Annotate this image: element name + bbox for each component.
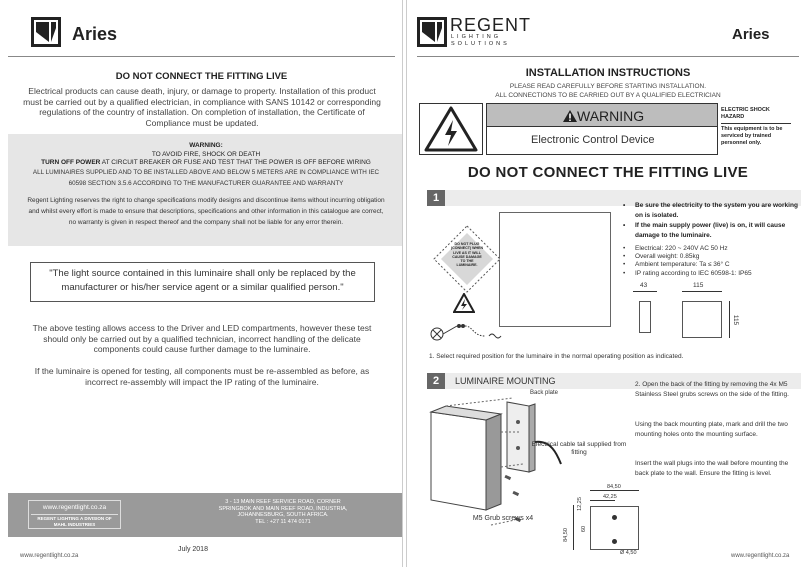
- step1-note: 1. Select required position for the luminaire in the normal operating position as indicated.: [429, 353, 684, 360]
- left-page: [0, 0, 403, 567]
- regent-logo: [417, 17, 447, 47]
- footer-url-box: [28, 500, 121, 529]
- front-small-view: [682, 301, 722, 338]
- specs: [623, 245, 801, 278]
- dim-115: 115: [693, 282, 704, 289]
- product-title: Aries: [732, 26, 770, 43]
- spec-2: • Overall weight: 0.85kg: [623, 253, 700, 261]
- opened-text: If the luminaire is opened for testing, all components must be re-assembled as before, as incorrect re-assembly will impact the IP rating of the luminaire.: [34, 366, 370, 387]
- testing-text: The above testing allows access to the Driver and LED compartments, however these test should only be carried out by a qualified technician, incorrect handling of the delicate components could cause further damage to the luminaire.: [32, 323, 372, 354]
- dim-4-50: Ø 4,50: [620, 550, 637, 556]
- install-sub1: PLEASE READ CAREFULLY BEFORE STARTING INSTALLATION.: [509, 83, 707, 90]
- intro-text: Electrical products can cause death, injury, or damage to property. Installation of this product must be carried out by a qualified electrician, in compliance with SANS 10142 or corresponding regulations of the country of installation. On completion of installation, the Certificate of Compliance must be updated.: [23, 86, 381, 128]
- install-heading: INSTALLATION INSTRUCTIONS: [525, 67, 691, 79]
- address-line-2: SPRINGBOK AND MAIN REEF ROAD, INDUSTRIA,: [218, 505, 348, 512]
- warning-header: [486, 103, 718, 127]
- spec-1: • Electrical: 220 ~ 240V AC 50 Hz: [623, 245, 728, 252]
- page-heading: DO NOT CONNECT THE FITTING LIVE: [115, 71, 288, 82]
- diamond-text: DO NOT PLUG (CONNECT) WHEN LIVE AS IT WILL CAUSE DAMAGE TO THE LUMINAIRE.: [450, 242, 484, 268]
- header-rule: [8, 56, 395, 57]
- dim-43: 43: [640, 282, 648, 289]
- warning-body: [486, 127, 718, 155]
- warning-header-text: [563, 108, 644, 124]
- warning-title: WARNING:: [189, 142, 223, 149]
- disclaimer-text: Regent Lighting reserves the right to change specifications modify designs and discontinue items without incurring obligation and whilst every effort is made to ensure that descriptions, specifications and other information in this catalogue are correct, no warranty is given in respect thereof and the company shall not be liable for any error therein.: [27, 197, 385, 226]
- back-plate-label: Back plate: [530, 390, 559, 396]
- install-sub2: ALL CONNECTIONS TO BE CARRIED OUT BY A QUALIFIED ELECTRICIAN: [495, 92, 721, 99]
- footer-url[interactable]: www.regentlight.co.za: [42, 504, 107, 511]
- bottom-url[interactable]: www.regentlight.co.za: [20, 553, 79, 559]
- quote-box: [30, 262, 375, 302]
- warning-triangle-box: [419, 103, 483, 155]
- shock-text: This equipment is to be serviced by trained personnel only.: [721, 126, 783, 146]
- quote-text: "The light source contained in this luminaire shall only be replaced by the manufacturer or his/her service agent or a similar qualified person.": [49, 268, 356, 293]
- connector-diagram: [429, 318, 509, 346]
- address-line-3: JOHANNESBURG, SOUTH AFRICA.: [237, 512, 329, 518]
- logo-icon: [420, 20, 444, 44]
- instruction-3: Insert the wall plugs into the wall before mounting the back plate to the wall. Ensure the fitting is level.: [635, 460, 789, 477]
- warning-word: WARNING: [577, 108, 645, 124]
- bullet-2: • If the main supply power (live) is on, it will cause damage to the luminaire.: [623, 222, 786, 239]
- shock-title: ELECTRIC SHOCK HAZARD: [721, 107, 770, 120]
- instruction-1: 2. Open the back of the fitting by removing the 4x M5 Stainless Steel grubs screws on the side of the fitting.: [635, 381, 789, 398]
- dim-60: 60: [581, 525, 588, 533]
- logo-icon: [34, 20, 58, 44]
- brand-logo: [31, 17, 61, 47]
- dim-12-25: 12,25: [576, 497, 583, 511]
- mount-hole-bottom: [612, 539, 617, 544]
- bottom-url[interactable]: www.regentlight.co.za: [731, 553, 790, 559]
- footer-bar: [8, 493, 403, 537]
- warning-heading: [8, 142, 403, 168]
- big-heading: DO NOT CONNECT THE FITTING LIVE: [467, 164, 749, 181]
- luminaires-text: ALL LUMINAIRES SUPPLIED AND TO BE INSTALLED ABOVE AND BELOW 5 METERS ARE IN COMPLIANCE WITH IEC 60598 SECTION 3.5.6 ACCORDING TO THE MANUFACTURER GUARANTEE AND WARRANTY: [32, 169, 380, 187]
- header-rule: [417, 56, 799, 57]
- cable-label: Electrical cable tail supplied from fitting: [531, 441, 627, 456]
- footer-division: REGENT LIGHTING A DIVISION OF MAHL INDUSTRIES: [37, 516, 112, 527]
- bullets: [623, 201, 801, 241]
- grub-label: M5 Grub screws x4: [472, 515, 534, 522]
- dim-42-25: 42,25: [603, 494, 617, 500]
- dim-84-50-vertical: 84,50: [562, 528, 569, 542]
- warning-device: Electronic Control Device: [531, 134, 655, 146]
- warning-label: [419, 103, 791, 155]
- warning-line2: [8, 159, 403, 168]
- step2-number: 2: [427, 373, 445, 389]
- address-line-4: TEL : +27 11 474 0171: [255, 518, 311, 525]
- brand-name: REGENT: [450, 15, 532, 35]
- footer-address: [208, 499, 358, 525]
- brand-sub: LIGHTING SOLUTIONS: [451, 34, 510, 47]
- dim-115-vertical: 115: [732, 314, 740, 326]
- spec-4: • IP rating according to IEC 60598-1: IP65: [623, 269, 752, 277]
- date: July 2018: [178, 546, 208, 553]
- product-title: Aries: [72, 24, 118, 44]
- luminaire-front-view: [499, 212, 611, 327]
- side-view: [639, 301, 651, 333]
- instruction-2: Using the back mounting plate, mark and drill the two mounting holes onto the mounting surface.: [635, 421, 788, 438]
- bullet-1: • Be sure the electricity to the system you are working on is isolated.: [623, 202, 798, 219]
- step1-number: 1: [427, 190, 445, 206]
- warning-line1: TO AVOID FIRE, SHOCK OR DEATH: [151, 150, 261, 158]
- warning-bold: TURN OFF POWER: [41, 159, 101, 166]
- spec-3: • Ambient temperature: Ta ≤ 36° C: [623, 261, 730, 269]
- step2-title: LUMINAIRE MOUNTING: [455, 376, 556, 386]
- dim-84-50: 84,50: [607, 484, 621, 490]
- warning-rest: AT CIRCUIT BREAKER OR FUSE AND TEST THAT THE POWER IS OFF BEFORE WIRING: [100, 159, 371, 166]
- lightning-warning-icon: [420, 104, 482, 154]
- warning-block: [8, 134, 403, 246]
- small-warning-icon: [453, 293, 475, 313]
- address-line-1: 3 - 13 MAIN REEF SERVICE ROAD, CORNER: [225, 499, 341, 505]
- alert-icon: [563, 110, 577, 122]
- mount-hole-top: [612, 515, 617, 520]
- back-plate-outline: [590, 506, 639, 550]
- right-page: [406, 0, 808, 567]
- shock-box: [721, 107, 791, 151]
